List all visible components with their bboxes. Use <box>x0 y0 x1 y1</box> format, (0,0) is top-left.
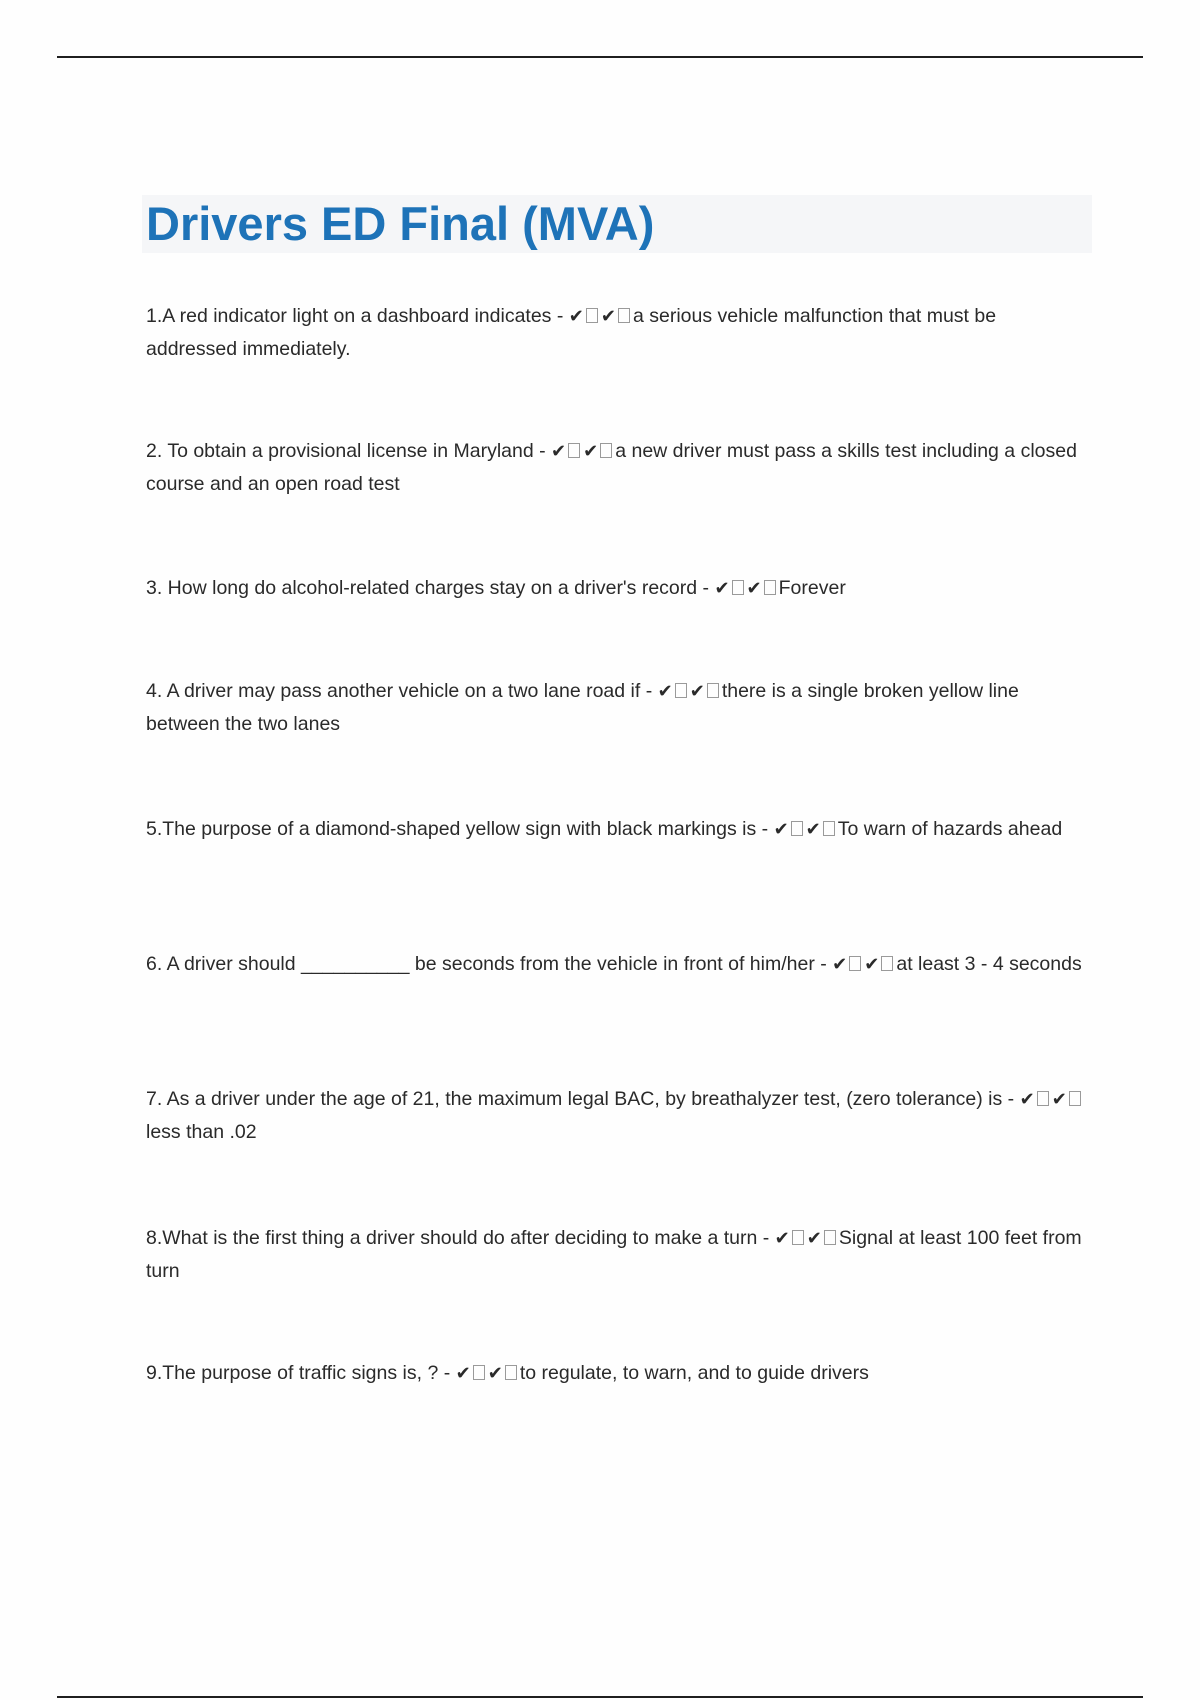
answer-text: Forever <box>778 577 846 599</box>
footer-rule <box>57 1696 1143 1698</box>
missing-glyph-box-icon <box>618 308 630 323</box>
question-text: 4. A driver may pass another vehicle on a two lane road if <box>146 680 641 702</box>
question-separator: - <box>551 305 569 327</box>
check-mark-icon: ✔ <box>600 306 616 327</box>
question-separator: - <box>697 577 715 599</box>
question-item <box>146 948 1092 981</box>
missing-glyph-box-icon <box>473 1365 485 1380</box>
missing-glyph-box-icon <box>792 1230 804 1245</box>
question-item <box>146 813 1092 846</box>
question-item <box>146 572 1092 605</box>
check-mark-icon: ✔ <box>806 1228 822 1249</box>
check-mark-icon: ✔ <box>832 954 848 975</box>
missing-glyph-box-icon <box>881 956 893 971</box>
question-item <box>146 435 1092 500</box>
check-mark-icon: ✔ <box>773 819 789 840</box>
question-item <box>146 675 1092 740</box>
check-mark-icon: ✔ <box>746 578 762 599</box>
question-item <box>146 1357 1092 1390</box>
check-mark-icon: ✔ <box>805 819 821 840</box>
question-text: 8.What is the first thing a driver should do after deciding to make a turn <box>146 1227 758 1249</box>
question-separator: - <box>640 680 658 702</box>
missing-glyph-box-icon <box>1037 1091 1049 1106</box>
check-mark-icon: ✔ <box>1019 1089 1035 1110</box>
missing-glyph-box-icon <box>1069 1091 1081 1106</box>
check-mark-icon: ✔ <box>551 441 567 462</box>
document-title: Drivers ED Final (MVA) <box>146 197 655 250</box>
check-mark-icon: ✔ <box>455 1363 471 1384</box>
missing-glyph-box-icon <box>732 580 744 595</box>
question-separator: - <box>814 953 833 975</box>
question-text: 6. A driver should __________ be seconds from the vehicle in front of him/her <box>146 953 815 975</box>
answer-text: Signal at least 100 feet from turn <box>146 1227 1082 1282</box>
question-text: 9.The purpose of traffic signs is, ? <box>146 1362 439 1384</box>
question-separator: - <box>757 1227 775 1249</box>
answer-text: a new driver must pass a skills test including a closed course and an open road test <box>146 440 1077 495</box>
question-separator: - <box>756 818 774 840</box>
missing-glyph-box-icon <box>823 821 835 836</box>
answer-text: To warn of hazards ahead <box>837 818 1063 840</box>
answer-text: a serious vehicle malfunction that must be addressed immediately. <box>146 305 997 360</box>
check-mark-icon: ✔ <box>487 1363 503 1384</box>
question-item <box>146 300 1092 365</box>
missing-glyph-box-icon <box>586 308 598 323</box>
question-separator: - <box>1002 1088 1020 1110</box>
question-separator: - <box>438 1362 456 1384</box>
check-mark-icon: ✔ <box>714 578 730 599</box>
check-mark-icon: ✔ <box>774 1228 790 1249</box>
question-text: 5.The purpose of a diamond-shaped yellow sign with black markings is <box>146 818 757 840</box>
missing-glyph-box-icon <box>568 443 580 458</box>
question-text: 1.A red indicator light on a dashboard indicates <box>146 305 552 327</box>
question-text: 2. To obtain a provisional license in Maryland <box>146 440 534 462</box>
question-item <box>146 1222 1092 1287</box>
check-mark-icon: ✔ <box>583 441 599 462</box>
question-separator: - <box>533 440 552 462</box>
check-mark-icon: ✔ <box>1051 1089 1067 1110</box>
answer-text: to regulate, to warn, and to guide drivers <box>519 1362 869 1384</box>
answer-text: there is a single broken yellow line between the two lanes <box>146 680 1019 735</box>
question-text: 3. How long do alcohol-related charges stay on a driver's record <box>146 577 698 599</box>
question-item <box>146 1083 1092 1148</box>
answer-text: at least 3 - 4 seconds <box>896 953 1082 975</box>
missing-glyph-box-icon <box>764 580 776 595</box>
missing-glyph-box-icon <box>791 821 803 836</box>
missing-glyph-box-icon <box>849 956 861 971</box>
check-mark-icon: ✔ <box>864 954 880 975</box>
missing-glyph-box-icon <box>824 1230 836 1245</box>
missing-glyph-box-icon <box>505 1365 517 1380</box>
missing-glyph-box-icon <box>675 683 687 698</box>
header-rule <box>57 56 1143 58</box>
missing-glyph-box-icon <box>600 443 612 458</box>
check-mark-icon: ✔ <box>657 681 673 702</box>
question-text: 7. As a driver under the age of 21, the maximum legal BAC, by breathalyzer test, (zero tolerance) is <box>146 1088 1003 1110</box>
check-mark-icon: ✔ <box>568 306 584 327</box>
missing-glyph-box-icon <box>707 683 719 698</box>
check-mark-icon: ✔ <box>689 681 705 702</box>
answer-text: less than .02 <box>146 1121 257 1143</box>
